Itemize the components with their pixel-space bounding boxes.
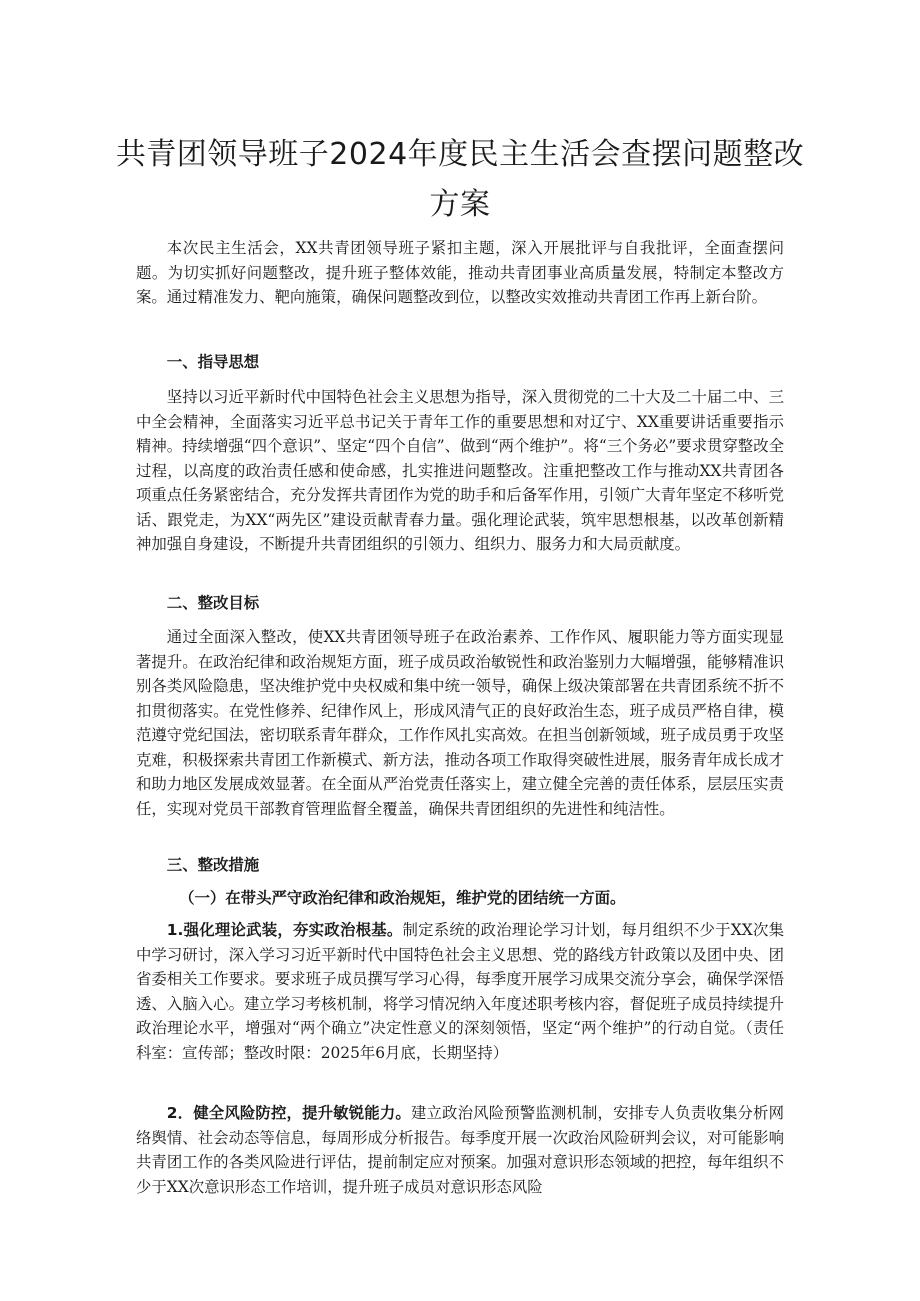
subsection1-heading: （一）在带头严守政治纪律和政治规矩，维护党的团结统一方面。	[179, 889, 626, 907]
intro-paragraph: 本次民主生活会，XX共青团领导班子紧扣主题，深入开展批评与自我批评，全面查摆问题。为切实抓好问题整改，提升班子整体效能，推动共青团事业高质量发展，特制定本整改方案。通过精准发力、靶向施策，确保问题整改到位，以整改实效推动共青团工作再上新台阶。	[136, 239, 784, 306]
measure-item-1-body: 制定系统的政治理论学习计划，每月组织不少于XX次集中学习研讨，深入学习习近平新时代中国特色社会主义思想、党的路线方针政策以及团中央、团省委相关工作要求。要求班子成员撰写学习心得，每季度开展学习成果交流分享会，确保学深悟透、入脑入心。建立学习考核机制，将学习情况纳入年度述职考核内容，督促班子成员持续提升政治理论水平，增强对“两个确立”决定性意义的深刻领悟，坚定“两个维护”的行动自觉。（责任科室：宣传部；整改时限：2025年6月底，长期坚持）	[136, 921, 784, 1062]
measure-item-1-lead: 1.强化理论武装，夯实政治根基。	[166, 921, 403, 939]
document-title-line2: 方案	[429, 187, 491, 222]
section2-heading: 二、整改目标	[166, 594, 260, 612]
measure-item-2-body: 建立政治风险预警监测机制，安排专人负责收集分析网络舆情、社会动态等信息，每周形成分析报告。每季度开展一次政治风险研判会议，对可能影响共青团工作的各类风险进行评估，提前制定应对预案。加强对意识形态领域的把控，每年组织不少于XX次意识形态工作培训，提升班子成员对意识形态风险	[136, 1104, 784, 1196]
measure-item-2-lead: 2．健全风险防控，提升敏锐能力。	[166, 1104, 411, 1122]
measure-item-2	[136, 1101, 784, 1199]
section1-paragraph: 坚持以习近平新时代中国特色社会主义思想为指导，深入贯彻党的二十大及二十届二中、三中全会精神，全面落实习近平总书记关于青年工作的重要思想和对辽宁、XX重要讲话重要指示精神。持续增强“四个意识”、坚定“四个自信”、做到“两个维护”。将“三个务必”要求贯穿整改全过程，以高度的政治责任感和使命感，扎实推进问题整改。注重把整改工作与推动XX共青团各项重点任务紧密结合，充分发挥共青团作为党的助手和后备军作用，引领广大青年坚定不移听党话、跟党走，为XX“两先区”建设贡献青春力量。强化理论武装，筑牢思想根基，以改革创新精神加强自身建设，不断提升共青团组织的引领力、组织力、服务力和大局贡献度。	[136, 388, 784, 553]
section2-paragraph: 通过全面深入整改，使XX共青团领导班子在政治素养、工作作风、履职能力等方面实现显著提升。在政治纪律和政治规矩方面，班子成员政治敏锐性和政治鉴别力大幅增强，能够精准识别各类风险隐患，坚决维护党中央权威和集中统一领导，确保上级决策部署在共青团系统不折不扣贯彻落实。在党性修养、纪律作风上，形成风清气正的良好政治生态，班子成员严格自律，模范遵守党纪国法，密切联系青年群众，工作作风扎实高效。在担当创新领域，班子成员勇于攻坚克难，积极探索共青团工作新模式、新方法，推动各项工作取得突破性进展，服务青年成长成才和助力地区发展成效显著。在全面从严治党责任落实上，建立健全完善的责任体系，层层压实责任，实现对党员干部教育管理监督全覆盖，确保共青团组织的先进性和纯洁性。	[136, 628, 784, 818]
measure-item-1	[136, 918, 784, 1065]
section1-heading: 一、指导思想	[166, 353, 260, 371]
document-title-line1: 共青团领导班子2024年度民主生活会查摆问题整改	[115, 137, 805, 172]
section3-heading: 三、整改措施	[166, 856, 260, 874]
